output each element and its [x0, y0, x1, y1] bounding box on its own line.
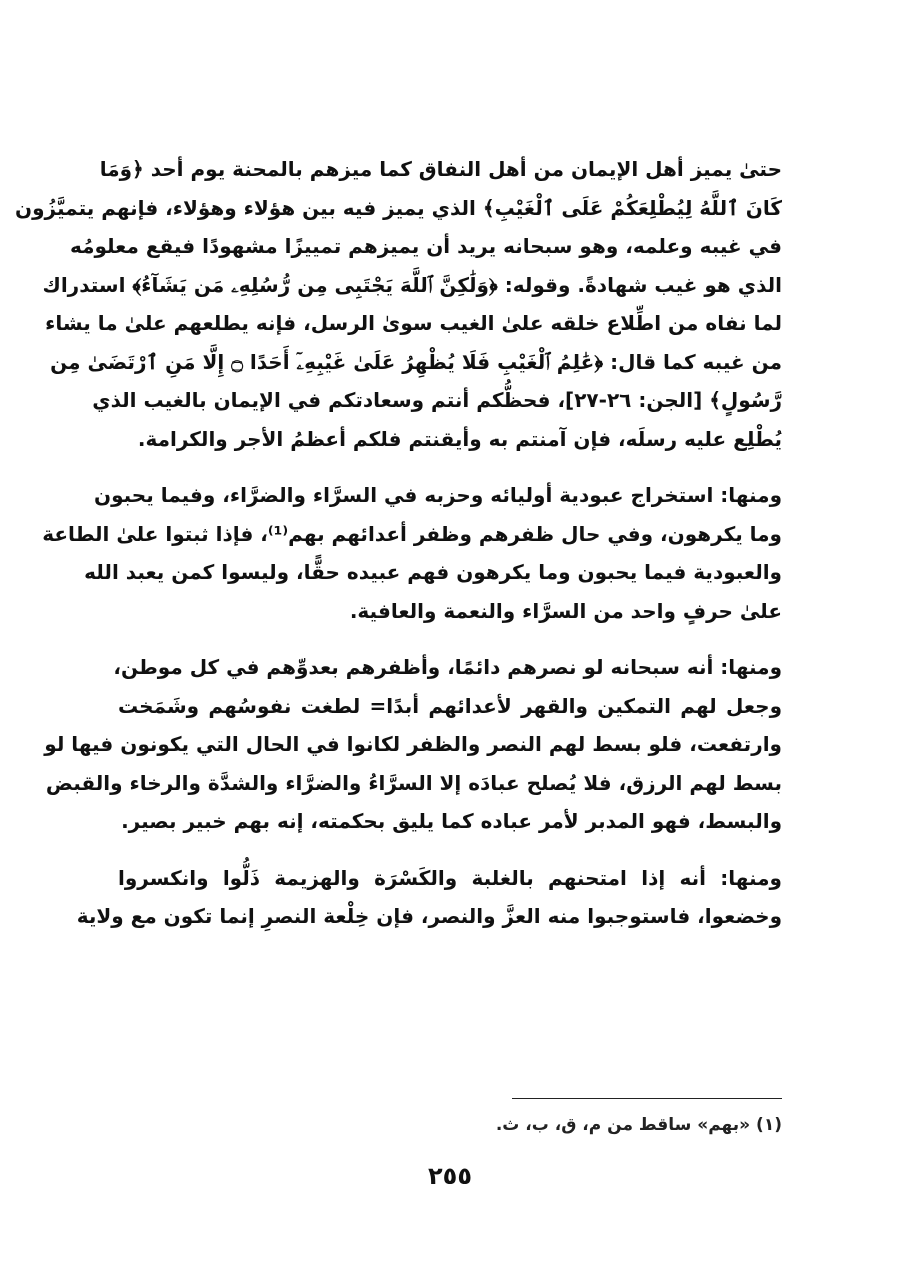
text-line: في غيبه وعلمه، وهو سبحانه يريد أن يميزهم تمييزًا مشهودًا فيقع معلومُه	[69, 234, 782, 258]
text-line: وجعل لهم التمكين والقهر لأعدائهم أبدًا= لطغت نفوسُهم وشَمَخت	[118, 693, 782, 718]
paragraph-ghayb	[15, 150, 782, 458]
text-line: والبسط، فهو المدبر لأمر عباده كما يليق بحكمته، إنه بهم خبير بصير.	[121, 809, 782, 833]
page-body	[15, 150, 782, 936]
text-line: ومنها: استخراج عبودية أوليائه وحزبه في السرَّاء والضرَّاء، وفيما يحبون	[94, 483, 782, 507]
paragraph-nasr	[44, 648, 782, 841]
page-number: ٢٥٥	[428, 1162, 472, 1190]
text-line: لما نفاه من اطِّلاع خلقه علىٰ الغيب سوىٰ الرسل، فإنه يطلعهم علىٰ ما يشاء	[45, 311, 782, 335]
text-line: ومنها: أنه سبحانه لو نصرهم دائمًا، وأظفرهم بعدوِّهم في كل موطن،	[113, 655, 782, 679]
footnote: (١) «بهم» ساقط من م، ق، ب، ث.	[495, 1115, 782, 1135]
text-line: من غيبه كما قال: ﴿عَٰلِمُ ٱلْغَيْبِ فَلَا يُظْهِرُ عَلَىٰ غَيْبِهِۦٓ أَحَدًا ۝ إِلَّا مَنِ ٱرْتَضَىٰ مِن	[50, 349, 782, 374]
paragraph-kasra	[76, 859, 782, 936]
footnote-divider	[512, 1098, 782, 1099]
text-line: وارتفعت، فلو بسط لهم النصر والظفر لكانوا في الحال التي يكونون فيها لو	[44, 732, 782, 756]
text-line: وما يكرهون، وفي حال ظفرهم وظفر أعدائهم بهم⁽¹⁾، فإذا ثبتوا علىٰ الطاعة	[42, 521, 782, 546]
paragraph-ubudiyya	[42, 476, 782, 630]
text-line: كَانَ ٱللَّهُ لِيُطْلِعَكُمْ عَلَى ٱلْغَيْبِ﴾ الذي يميز فيه بين هؤلاء وهؤلاء، فإنهم يتميَّزُون	[15, 195, 782, 220]
text-line: علىٰ حرفٍ واحد من السرَّاء والنعمة والعافية.	[349, 598, 782, 623]
text-line: رَّسُولٍ﴾ [الجن: ٢٦-٢٧]، فحظُّكم أنتم وسعادتكم في الإيمان بالغيب الذي	[92, 388, 782, 412]
text-line: الذي هو غيب شهادةً. وقوله: ﴿وَلَٰكِنَّ ٱللَّهَ يَجْتَبِى مِن رُّسُلِهِۦ مَن يَشَآءُ﴾ استدراك	[42, 272, 782, 297]
text-line: حتىٰ يميز أهل الإيمان من أهل النفاق كما ميزهم بالمحنة يوم أحد ﴿وَمَا	[99, 157, 782, 181]
text-line: وخضعوا، فاستوجبوا منه العزَّ والنصر، فإن خِلْعة النصرِ إنما تكون مع ولاية	[76, 904, 782, 928]
text-line: ومنها: أنه إذا امتحنهم بالغلبة والكَسْرَة والهزيمة ذَلُّوا وانكسروا	[118, 865, 782, 890]
text-line: والعبودية فيما يحبون وما يكرهون فهم عبيده حقًّا، وليسوا كمن يعبد الله	[84, 560, 782, 584]
text-line: يُطْلِع عليه رسلَه، فإن آمنتم به وأيقنتم فلكم أعظمُ الأجر والكرامة.	[137, 426, 782, 451]
text-line: بسط لهم الرزق، فلا يُصلح عبادَه إلا السرَّاءُ والضرَّاء والشدَّة والرخاء والقبض	[45, 770, 782, 795]
